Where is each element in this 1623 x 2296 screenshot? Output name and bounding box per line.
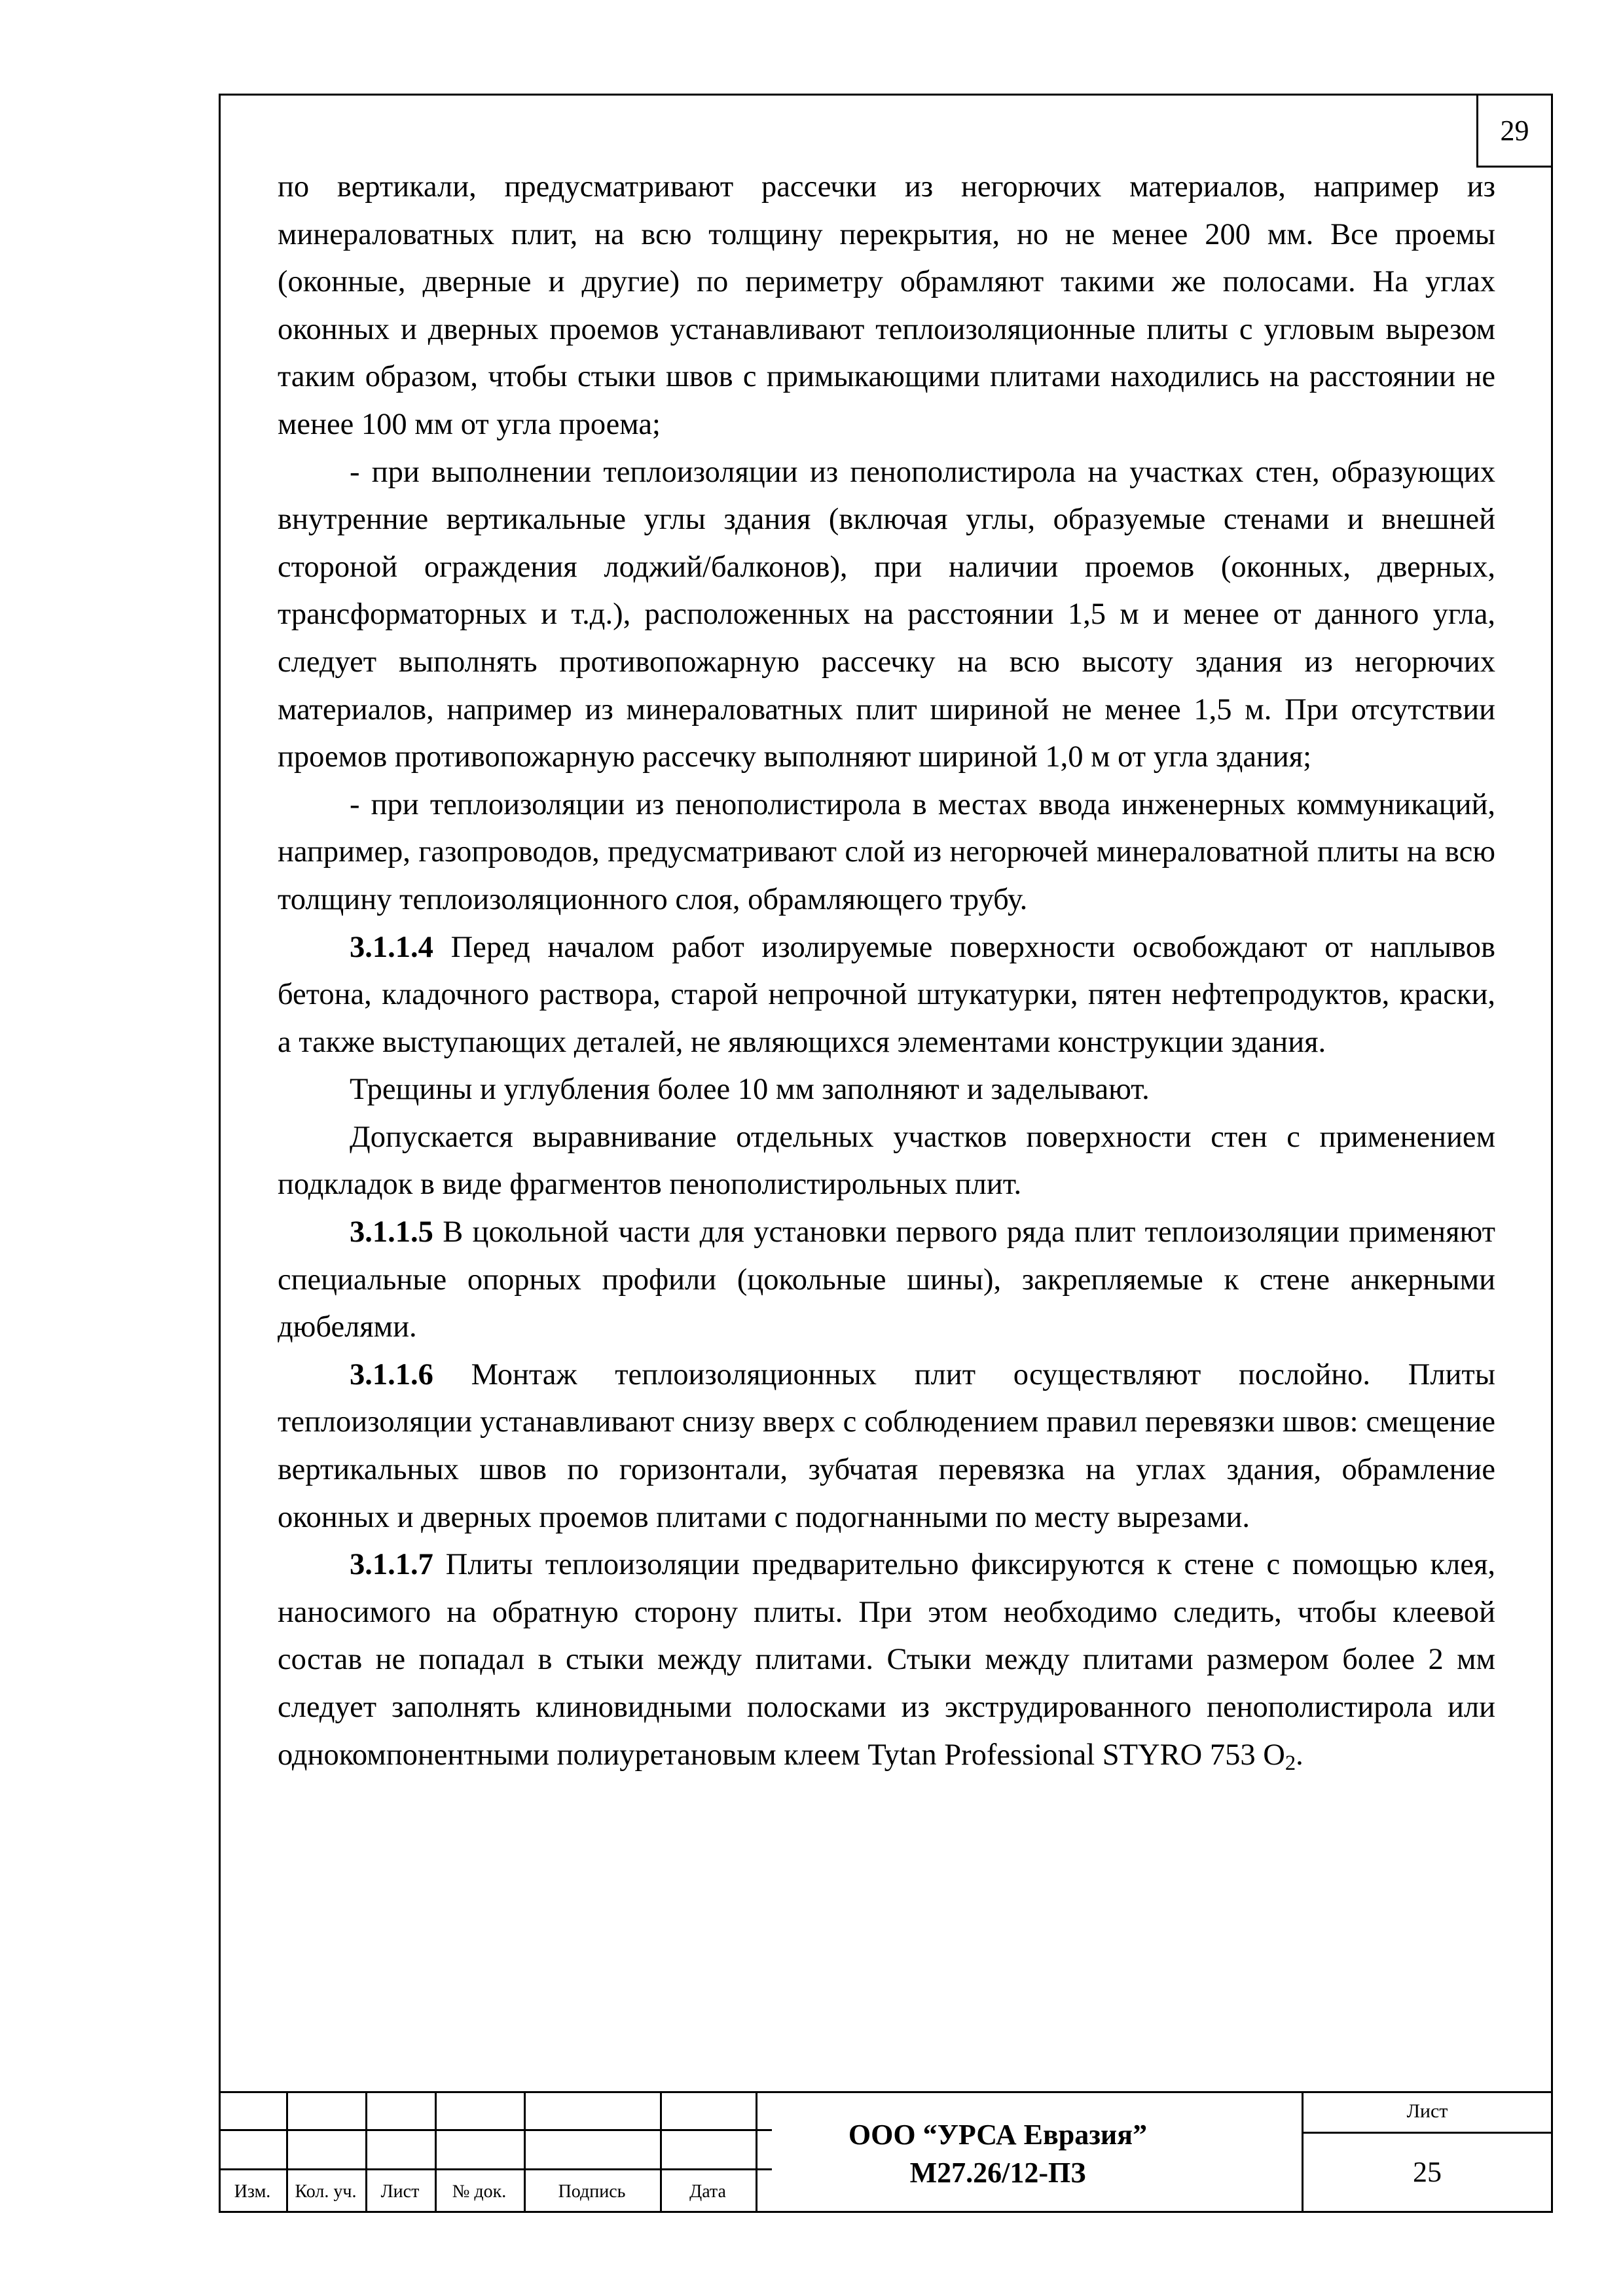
paragraph bbox=[278, 449, 1495, 781]
paragraph bbox=[278, 1352, 1495, 1541]
paragraph bbox=[278, 781, 1495, 924]
organization-name: ООО “УРСА Евразия” bbox=[848, 2119, 1148, 2151]
clause-number: 3.1.1.7 bbox=[350, 1548, 433, 1582]
paragraph-text: по вертикали, предусматривают рассечки из негорючих материалов, например из минераловатных плит, на всю толщину перекрытия, но не менее 200 мм. Все проемы (оконные, дверные и другие) по периметру обрамляют такими же полосами. На углах оконных и дверных проемов устанавливают теплоизоляционные плиты с угловым вырезом таким образом, чтобы стыки швов с примыкающими плитами находились на расстоянии не менее 100 мм от угла проема; bbox=[278, 170, 1495, 441]
label-doc-number: № док. bbox=[452, 2181, 507, 2202]
paragraph bbox=[278, 924, 1495, 1067]
subscript: 2 bbox=[1285, 1751, 1296, 1775]
sheet-number: 25 bbox=[1413, 2156, 1442, 2188]
paragraph-text: Монтаж теплоизоляционных плит осуществляют послойно. Плиты теплоизоляции устанавливают снизу вверх с соблюдением правил перевязки швов: смещение вертикальных швов по горизонтали, зубчатая перевязка на углах здания, обрамление оконных и дверных проемов плитами с подогнанными по месту вырезами. bbox=[278, 1357, 1495, 1534]
label-signature: Подпись bbox=[558, 2181, 626, 2202]
label-kol-uch: Кол. уч. bbox=[295, 2181, 357, 2202]
paragraph-text: Допускается выравнивание отдельных участков поверхности стен с применением подкладок в виде фрагментов пенополистирольных плит. bbox=[278, 1120, 1495, 1202]
clause-number: 3.1.1.6 bbox=[350, 1357, 433, 1391]
paragraph-text: Перед началом работ изолируемые поверхности освобождают от наплывов бетона, кладочного раствора, старой непрочной штукатурки, пятен нефтепродуктов, краски, а также выступающих деталей, не являющихся элементами конструкции здания. bbox=[278, 930, 1495, 1059]
sheet-label: Лист bbox=[1406, 2100, 1448, 2122]
paragraph bbox=[278, 1541, 1495, 1779]
paragraph bbox=[278, 1066, 1495, 1114]
page-number-box bbox=[1476, 94, 1553, 168]
label-date: Дата bbox=[689, 2181, 726, 2202]
title-block bbox=[219, 2091, 1553, 2213]
document-body bbox=[278, 164, 1495, 1779]
organization-block bbox=[772, 2116, 1224, 2192]
clause-number: 3.1.1.5 bbox=[350, 1215, 433, 1249]
label-list: Лист bbox=[380, 2181, 420, 2202]
paragraph-text: Трещины и углубления более 10 мм заполняют и заделывают. bbox=[350, 1073, 1150, 1107]
paragraph bbox=[278, 164, 1495, 449]
label-izm: Изм. bbox=[234, 2181, 271, 2202]
paragraph-text: Плиты теплоизоляции предварительно фиксируются к стене с помощью клея, наносимого на обратную сторону плиты. При этом необходимо следить, чтобы клеевой состав не попадал в стыки между плитами. Стыки между плитами размером более 2 мм следует заполнять клиновидными полосками из экструдированного пенополистирола или однокомпонентными полиуретановым клеем Tytan Professional STYRO 753 O bbox=[278, 1548, 1495, 1772]
paragraph-text: - при теплоизоляции из пенополистирола в местах ввода инженерных коммуникаций, например, газопроводов, предусматривают слой из негорючей минераловатной плиты на всю толщину теплоизоляционного слоя, обрамляющего трубу. bbox=[278, 787, 1495, 916]
paragraph bbox=[278, 1114, 1495, 1209]
document-code: М27.26/12-ПЗ bbox=[909, 2157, 1086, 2189]
clause-number: 3.1.1.4 bbox=[350, 930, 433, 964]
page-number-top: 29 bbox=[1500, 115, 1529, 147]
paragraph-tail: . bbox=[1296, 1738, 1304, 1772]
paragraph-text: В цокольной части для установки первого ряда плит теплоизоляции применяют специальные опорных профили (цокольные шины), закрепляемые к стене анкерными дюбелями. bbox=[278, 1215, 1495, 1344]
paragraph bbox=[278, 1209, 1495, 1352]
paragraph-text: - при выполнении теплоизоляции из пенополистирола на участках стен, образующих внутренние вертикальные углы здания (включая углы, образуемые стенами и внешней стороной ограждения лоджий/балконов), при наличии проемов (оконных, дверных, трансформаторных и т.д.), расположенных на расстоянии 1,5 м и менее от данного угла, следует выполнять противопожарную рассечку на всю высоту здания из негорючих материалов, например из минераловатных плит шириной не менее 1,5 м. При отсутствии проемов противопожарную рассечку выполняют шириной 1,0 м от угла здания; bbox=[278, 455, 1495, 774]
